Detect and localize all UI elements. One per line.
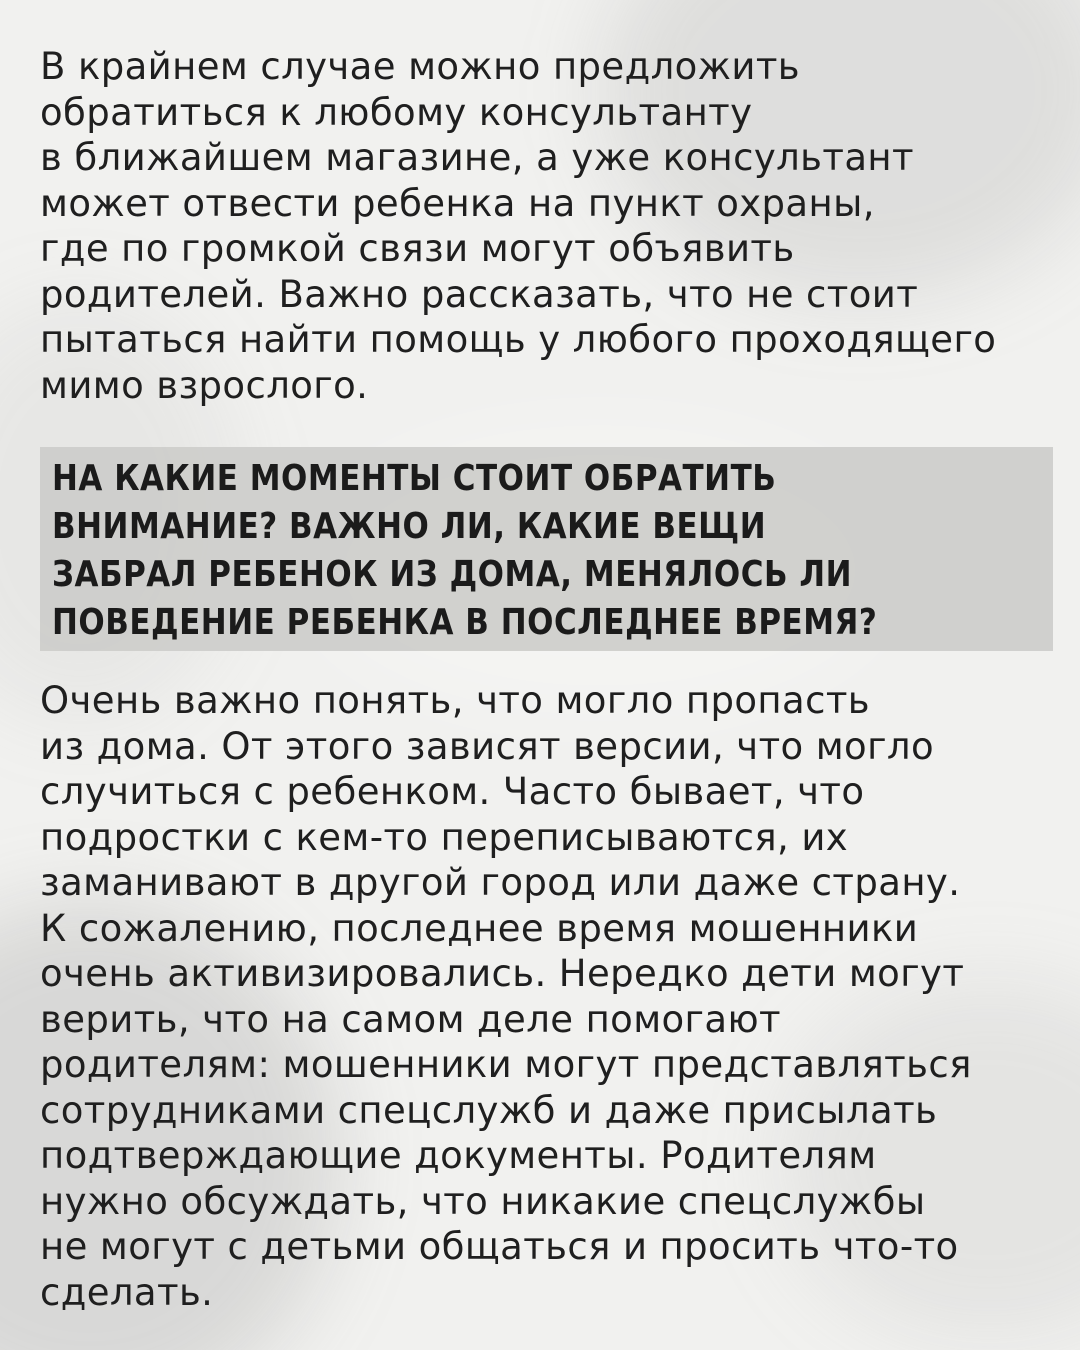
section-heading-box <box>40 447 1053 651</box>
section-heading: НА КАКИЕ МОМЕНТЫ СТОИТ ОБРАТИТЬ ВНИМАНИЕ? ВАЖНО ЛИ, КАКИЕ ВЕЩИ ЗАБРАЛ РЕБЕНОК ИЗ ДОМА, МЕНЯЛОСЬ ЛИ ПОВЕДЕНИЕ РЕБЕНКА В ПОСЛЕДНЕЕ ВРЕМЯ? <box>52 458 878 643</box>
article-content <box>40 44 1050 1315</box>
paragraph-intro: В крайнем случае можно предложить обратиться к любому консультанту в ближайшем магазине, а уже консультант может отвести ребенка на пункт охраны, где по громкой связи могут объявить родителей. Важно рассказать, что не стоит пытаться найти помощь у любого проходящего мимо взрослого. <box>40 45 997 407</box>
paragraph-body: Очень важно понять, что могло пропасть из дома. От этого зависят версии, что могло случиться с ребенком. Часто бывает, что подростки с кем-то переписываются, их заманивают в другой город или даже страну. К сожалению, последнее время мошенники очень активизировались. Нередко дети могут верить, что на самом деле помогают родителям: мошенники могут представляться сотрудниками спецслужб и даже присылать подтверждающие документы. Родителям нужно обсуждать, что никакие спецслужбы не могут с детьми общаться и просить что-то сделать. <box>40 679 972 1314</box>
